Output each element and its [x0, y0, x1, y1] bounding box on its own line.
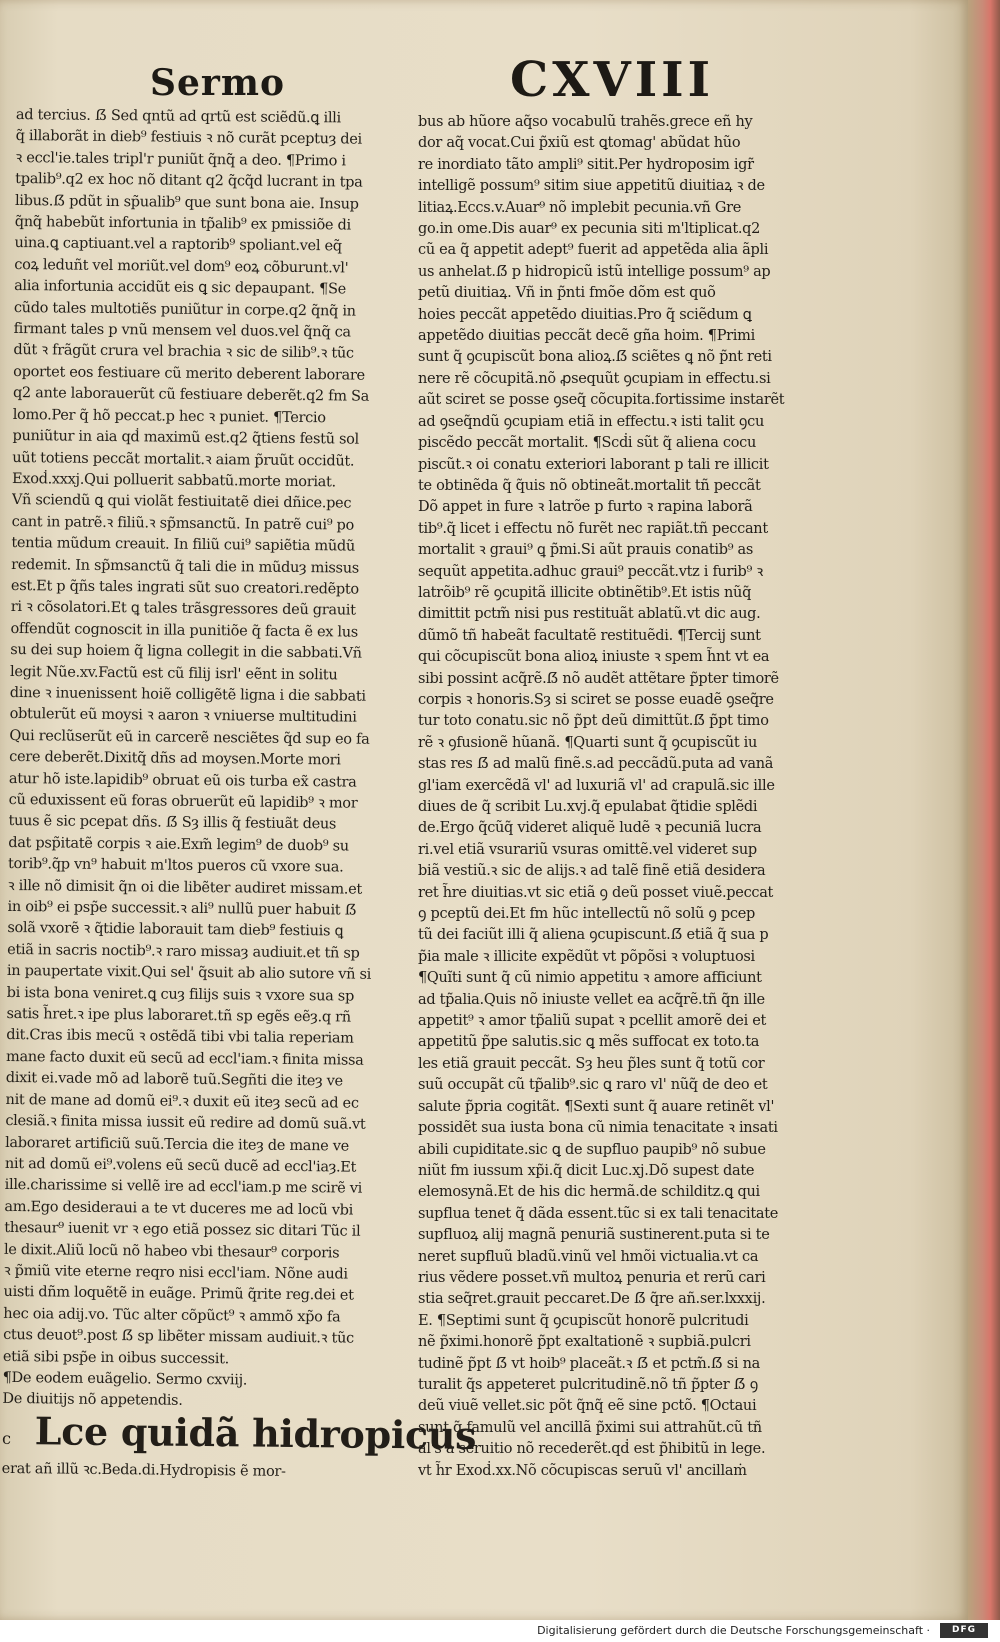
text-line: bus ab hũore aq̃so vocabulũ trahẽs.grece eñ hy	[418, 114, 753, 130]
text-line: sibi possint acq̃rẽ.ẞ nõ audẽt attẽtare p̃pter timorẽ	[418, 670, 779, 687]
text-line: appetit⁹ ꝛ amor tp̃aliũ supat ꝛ pcellit amorẽ dei et	[418, 1013, 767, 1030]
text-line: tũ dei faciũt illi q̃ aliena ꝯcupiscunt.ẞ etiã q̃ sua p	[418, 927, 769, 944]
text-line: est.Et p q̃ñs tales ingrati sũt suo creatori.redẽpto	[10, 577, 359, 598]
text-line: us anhelat.ẞ p hidropicũ istũ intellige possum⁹ ap	[418, 263, 771, 280]
text-line: latrõib⁹ rẽ ꝯcupitã illicite obtinẽtib⁹.Et istis nũq̃	[418, 584, 752, 601]
text-line: torib⁹.q̃p vn⁹ habuit m'ltos pueros cũ vxore sua.	[7, 856, 344, 876]
text-line: uisti dñm loquẽtẽ in euãge. Primũ q̃rite reg.dei et	[3, 1284, 354, 1304]
text-line: ri.vel etiã vsurariũ vsuras omittẽ.vel videret sup	[418, 841, 757, 858]
text-line: dixit ei.vade mõ ad laborẽ tuũ.Segñti die iteȝ ve	[5, 1070, 343, 1090]
text-line: les etiã grauit peccãt. Sȝ heu p̃les sunt q̃ totũ cor	[418, 1055, 765, 1072]
text-line: su dei sup hoiem q̃ ligna collegit in die sabbati.Vñ	[10, 642, 362, 662]
text-line: tur toto conatu.sic nõ p̃pt deũ dimittũt.ẞ p̃pt timo	[418, 713, 769, 730]
text-line: elemosynã.Et de his dic hermã.de schilditz.ꝗ qui	[418, 1184, 760, 1201]
text-line: solã vxorẽ ꝛ q̃tidie laborauit tam dieb⁹ festiuis ꝗ	[7, 920, 344, 940]
text-line: puniũtur in aia qḋ maximũ est.q2 q̃tiens festũ sol	[12, 428, 360, 448]
folio-number: CXVIII	[510, 52, 715, 108]
text-line: ctus deuot⁹.post ẞ sp libẽter missam audiuit.ꝛ tũc	[3, 1327, 354, 1347]
text-line: rẽ ꝛ ꝯfusionẽ hũanã. ¶Quarti sunt q̃ ꝯcupiscũt iu	[418, 734, 758, 751]
text-line: vt h̃r Exoḋ.xx.Nõ cõcupiscas seruũ vl' ancillaṁ	[418, 1462, 747, 1479]
text-line: cũ ea q̃ appetit adept⁹ fuerit ad appetẽda alia ãpli	[418, 242, 769, 259]
text-line: bi ista bona veniret.ꝗ cuȝ filijs suis ꝛ vxore sua sp	[6, 984, 355, 1005]
left-text-column	[1, 105, 477, 1484]
text-line: sunt q̃ ꝯcupiscũt bona alioꝝ.ẞ sciẽtes ꝗ nõ p̃nt reti	[418, 349, 772, 366]
text-line: clesiã.ꝛ finita missa iussit eũ redire ad domũ suã.vt	[5, 1113, 366, 1133]
text-line: de.Ergo q̃cũq̃ videret aliquẽ ludẽ ꝛ pecuniã lucra	[418, 820, 762, 837]
text-line: sequũt appetita.adhuc graui⁹ peccãt.vtz i furib⁹ ꝛ	[418, 563, 763, 580]
text-line: offendũt cognoscit in illa punitiõe q̃ facta ẽ ex lus	[10, 620, 359, 641]
text-line: legit Nũe.xv.Factũ est cũ filij isrl' eẽnt in solitu	[9, 663, 338, 683]
text-line: Dõ appet in fure ꝛ latrõe p furto ꝛ rapina laborã	[418, 499, 753, 516]
funding-credit: Digitalisierung gefördert durch die Deutsche Forschungsgemeinschaft ·	[537, 1624, 930, 1637]
text-line: dat psp̃itatẽ corpis ꝛ aie.Exm̃ legim⁹ de duob⁹ su	[8, 834, 349, 855]
text-line: diues de q̃ scribit Lu.xvj.q̃ epulabat q̃tidie splẽdi	[418, 799, 758, 815]
text-line: suũ occupãt cũ tp̃alib⁹.sic ꝗ raro vl' nũq̃ de deo et	[418, 1077, 768, 1094]
text-line: tib⁹.q̃ licet i effectu nõ furẽt nec rapiãt.tñ peccant	[418, 520, 768, 537]
text-line: erat añ illũ ꝛc.Beda.di.Hydropisis ẽ mor-	[1, 1460, 286, 1480]
text-line: in paupertate vixit.Qui sel' q̃suit ab alio sutore vñ si	[6, 963, 372, 984]
text-line: libus.ẞ pdũt in sp̃ualib⁹ que sunt bona aie. Insup	[14, 192, 359, 213]
text-line: piscũt.ꝛ oi conatu exteriori laborant p tali re illicit	[418, 456, 769, 473]
text-line: re inordiato tãto ampli⁹ sitit.Per hydroposim igr̃	[418, 156, 754, 173]
text-line: mane facto duxit eũ secũ ad eccl'iam.ꝛ finita missa	[5, 1048, 364, 1069]
text-line: te obtinẽda q̃ q̃uis nõ obtineãt.mortalit tñ peccãt	[418, 477, 761, 494]
text-line: appetẽdo diuitias peccãt decẽ gña hoim. ¶Primi	[418, 328, 755, 345]
page-red-edge	[968, 0, 1000, 1620]
sermon-incipit	[1, 1408, 477, 1463]
text-line: ille.charissime si vellẽ ire ad eccl'iam.p me scirẽ vi	[4, 1177, 363, 1197]
text-line: firmant tales p vnũ mensem vel duos.vel q̃nq̃ ca	[13, 321, 351, 341]
text-line: dine ꝛ inuenissent hoiẽ colligẽtẽ ligna i die sabbati	[9, 684, 366, 705]
incipit-text: Lce quidã hidropicus	[34, 1408, 477, 1458]
text-line: ret h̃re diuitias.vt sic etiã ꝯ deũ posset viuẽ.peccat	[418, 884, 774, 901]
text-line: oportet eos festiuare cũ merito deberent laborare	[13, 363, 365, 384]
text-line: turalit q̃s appeteret pulcritudinẽ.nõ tñ p̃pter ẞ ꝯ	[418, 1376, 758, 1393]
text-line: niũt fm iussum xp̃i.q̃ dicit Luc.xj.Dõ supest date	[418, 1162, 755, 1179]
text-line: De diuitijs nõ appetendis.	[2, 1391, 183, 1410]
text-line: go.in ome.Dis auar⁹ ex pecunia siti m'ltiplicat.q2	[418, 221, 761, 238]
text-line: dũt ꝛ frãgũt crura vel brachia ꝛ sic de silib⁹.ꝛ tũc	[13, 342, 354, 363]
text-line: cũ eduxissent eũ foras obruerũt eũ lapidib⁹ ꝛ mor	[8, 791, 358, 812]
text-line: hoies peccãt appetẽdo diuitias.Pro q̃ sciẽdum ꝗ	[418, 306, 752, 323]
text-line: in oib⁹ ei psp̃e successit.ꝛ ali⁹ nullũ puer habuit ẞ	[7, 898, 357, 919]
text-line: gl'iam exercẽdã vl' ad luxuriã vl' ad crapulã.sic ille	[418, 777, 775, 794]
digitization-footer	[0, 1620, 1000, 1642]
text-line: rius vẽdere posset.vñ multoꝝ penuria et rerũ cari	[418, 1269, 766, 1286]
text-line: dit.Cras ibis mecũ ꝛ ostẽdã tibi vbi talia reperiam	[6, 1027, 354, 1048]
text-line: le dixit.Aliũ locũ nõ habeo vbi thesaur⁹ corporis	[3, 1241, 340, 1261]
text-line: biã vestiũ.ꝛ sic de alijs.ꝛ ad talẽ finẽ etiã desidera	[418, 863, 766, 880]
text-line: ad tp̃alia.Quis nõ iniuste vellet ea acq̃rẽ.tñ q̃n ille	[418, 991, 765, 1008]
text-line: mortalit ꝛ graui⁹ ꝗ p̃mi.Si aũt prauis conatib⁹ as	[418, 542, 754, 559]
text-line: q̃ illaborãt in dieb⁹ festiuis ꝛ nõ curãt pceptuȝ dei	[15, 128, 363, 149]
text-line: stas res ẞ ad malũ finẽ.s.ad peccãdũ.puta ad vanã	[418, 756, 774, 773]
text-line: ꝛ eccl'ie.tales tripl'r puniũt q̃nq̃ a deo. ¶Primo i	[15, 149, 346, 170]
text-line: neret supfluũ bladũ.vinũ vel hmõi victualia.vt ca	[418, 1248, 759, 1265]
text-line: ꝯ pceptũ dei.Et fm hũc intellectũ nõ solũ ꝯ pcep	[418, 906, 755, 923]
text-line: supfluoꝝ alij magnã penuriã sustinerent.puta si te	[418, 1227, 770, 1244]
text-line: uina.ꝗ captiuant.vel a raptorib⁹ spoliant.vel eq̃	[14, 235, 342, 255]
text-line: salute p̃pria cogitãt. ¶Sexti sunt q̃ auare retinẽt vl'	[418, 1098, 775, 1115]
text-line: nẽ p̃ximi.honorẽ p̃pt exaltationẽ ꝛ supbiã.pulcri	[418, 1334, 751, 1351]
text-line: thesaur⁹ iuenit vr ꝛ ego etiã possez sic ditari Tũc il	[4, 1220, 361, 1240]
text-line: alia infortunia accidũt eis ꝗ sic depaupant. ¶Se	[14, 278, 346, 298]
text-line: piscẽdo peccãt mortalit. ¶Scḋi sũt q̃ aliena cocu	[418, 435, 756, 452]
text-line: coꝝ leduñt vel moriũt.vel dom⁹ eoꝝ cõburunt.vl'	[14, 256, 349, 277]
text-line: tuus ẽ sic pcepat dñs. ẞ Sȝ illis q̃ festiuãt deus	[8, 813, 337, 833]
text-line: cũdo tales multotiẽs puniũtur in corpe.q2 q̃nq̃ in	[13, 299, 356, 320]
text-line: ad tercius. ẞ Sed qntũ ad qrtũ est sciẽdũ.ꝗ illi	[15, 106, 341, 127]
text-line: ad ꝯseq̃ndũ ꝯcupiam etiã in effectu.ꝛ isti talit ꝯcu	[418, 413, 764, 430]
text-line: etiã sibi psp̃e in oibus successit.	[2, 1348, 230, 1367]
text-line: dũmõ tñ habeãt facultatẽ restituẽdi. ¶Tercij sunt	[418, 627, 761, 644]
text-line: satis h̃ret.ꝛ ipe plus laboraret.tñ sp egẽs eẽȝ.q rñ	[6, 1006, 351, 1026]
text-line: litiaꝝ.Eccs.v.Auar⁹ nõ implebit pecunia.vñ Gre	[418, 199, 742, 216]
text-line: p̃ia male ꝛ illicite expẽdũt vt põpõsi ꝛ voluptuosi	[418, 948, 755, 965]
text-line: deũ viuẽ vellet.sic põt q̃nq̃ eẽ sine pctõ. ¶Octaui	[418, 1398, 757, 1415]
text-line: ꝛ ille nõ dimisit q̃n oi die libẽter audiret missam.et	[7, 877, 363, 898]
right-text-column	[418, 112, 790, 1482]
dfg-logo: DFG	[940, 1623, 988, 1638]
text-line: Exoḋ.xxxj.Qui polluerit sabbatũ.morte moriat.	[12, 470, 336, 491]
text-line: qui cõcupiscũt bona alioꝝ iniuste ꝛ spem h̃nt vt ea	[418, 649, 770, 666]
text-line: hec oia adij.vo. Tũc alter cõpũct⁹ ꝛ ammõ xp̃o fa	[3, 1305, 341, 1326]
text-line: ¶Quĩti sunt q̃ cũ nimio appetitu ꝛ amore afficiunt	[418, 970, 762, 987]
text-line: dimittit pctm̃ nisi pus restituãt ablatũ.vt dic aug.	[418, 606, 761, 623]
text-line: tentia mũdum creauit. In filiũ cui⁹ sapiẽtia mũdũ	[11, 535, 356, 555]
text-line: ri ꝛ cõsolatori.Et ꝗ tales trãsgressores deũ grauit	[10, 599, 356, 619]
text-line: abili cupiditate.sic ꝗ de supfluo paupib⁹ nõ subue	[418, 1141, 766, 1158]
text-line: q̃nq̃ habebũt infortunia in tp̃alib⁹ ex pmissiõe di	[14, 214, 351, 234]
text-line: appetitũ p̃pe salutis.sic ꝗ mẽs suffocat ex toto.ta	[418, 1034, 760, 1051]
text-line: lomo.Per q̃ hõ peccat.p hec ꝛ puniet. ¶Tercio	[12, 406, 326, 426]
text-line: ꝛ p̃miũ vite eterne reqro nisi eccl'iam. Nõne audi	[3, 1262, 348, 1283]
text-line: tudinẽ p̃pt ẞ vt hoib⁹ placeãt.ꝛ ẞ et pctm̃.ẞ si na	[418, 1355, 760, 1372]
text-line: dor aq̃ vocat.Cui p̃xiũ est ꝗtomag' abũdat hũo	[418, 135, 741, 152]
text-line: cant in patrẽ.ꝛ filiũ.ꝛ sp̃msanctũ. In patrẽ cui⁹ po	[11, 513, 355, 534]
text-line: possidẽt sua iusta bona cũ nimia tenacitate ꝛ insati	[418, 1120, 778, 1137]
text-line: supflua tenet q̃ dãda essent.tũc si ex tali tenacitate	[418, 1205, 779, 1222]
text-line: corpis ꝛ honoris.Sȝ si sciret se posse euadẽ ꝯseq̃re	[418, 691, 774, 708]
text-line: stia seq̃ret.grauit peccaret.De ẞ q̃re añ.ser.lxxxij.	[418, 1291, 766, 1308]
text-line: etiã in sacris noctib⁹.ꝛ raro missaȝ audiuit.et tñ sp	[7, 941, 360, 962]
text-line: nere rẽ cõcupitã.nõ ꝓsequũt ꝯcupiam in effectu.si	[418, 370, 771, 387]
text-line: laboraret artificiũ suũ.Tercia die iteȝ de mane ve	[5, 1134, 350, 1155]
text-line: nit de mane ad domũ ei⁹.ꝛ duxit eũ iteȝ secũ ad ec	[5, 1091, 359, 1112]
text-line: petũ diuitiaꝝ. Vñ in p̃nti fmõe dõm est quõ	[418, 285, 716, 302]
text-line: aũt sciret se posse ꝯseq̃ cõcupita.fortissime instarẽt	[418, 392, 785, 409]
text-line: am.Ego desideraui a te vt duceres me ad locũ vbi	[4, 1198, 354, 1219]
text-line: ¶De eodem euãgelio. Sermo cxviij.	[2, 1369, 248, 1389]
margin-marker: c	[1, 1428, 11, 1448]
text-line: Qui reclũserũt eũ in carcerẽ nesciẽtes q̃d sup eo fa	[9, 727, 370, 748]
text-line: q2 ante laborauerũt cũ festiuare deberẽt.q2 fm Sa	[12, 385, 370, 405]
text-line: intelligẽ possum⁹ sitim siue appetitũ diuitiaꝝ ꝛ de	[418, 178, 765, 195]
text-line: E. ¶Septimi sunt q̃ ꝯcupiscũt honorẽ pulcritudi	[418, 1312, 749, 1329]
text-line: nit ad domũ ei⁹.volens eũ secũ ducẽ ad eccl'iaȝ.Et	[4, 1155, 357, 1176]
text-line: tpalib⁹.q2 ex hoc nõ ditant q2 q̃cq̃d lucrant in tpa	[15, 171, 363, 191]
running-head-left: Sermo	[150, 62, 285, 104]
text-line: uũt totiens peccãt mortalit.ꝛ aiam p̃ruũt occidũt.	[12, 449, 355, 470]
text-line: redemit. In sp̃msanctũ q̃ tali die in mũduȝ missus	[11, 556, 360, 577]
text-line: atur hõ iste.lapidib⁹ obruat eũ ois turba ex̃ castra	[8, 770, 357, 791]
text-line: Vñ sciendũ ꝗ qui violãt festiuitatẽ diei dñice.pec	[11, 492, 352, 512]
text-line: sunt q̃ famulũ vel ancillã p̃ximi sui attrahũt.cũ tñ	[418, 1419, 762, 1436]
text-line: al's a seruitio nõ recederẽt.qḋ est p̃hibitũ in lege.	[418, 1441, 766, 1458]
text-line: cere deberẽt.Dixitq̃ dñs ad moysen.Morte mori	[9, 749, 341, 769]
text-line: obtulerũt eũ moysi ꝛ aaron ꝛ vniuerse multitudini	[9, 706, 357, 726]
